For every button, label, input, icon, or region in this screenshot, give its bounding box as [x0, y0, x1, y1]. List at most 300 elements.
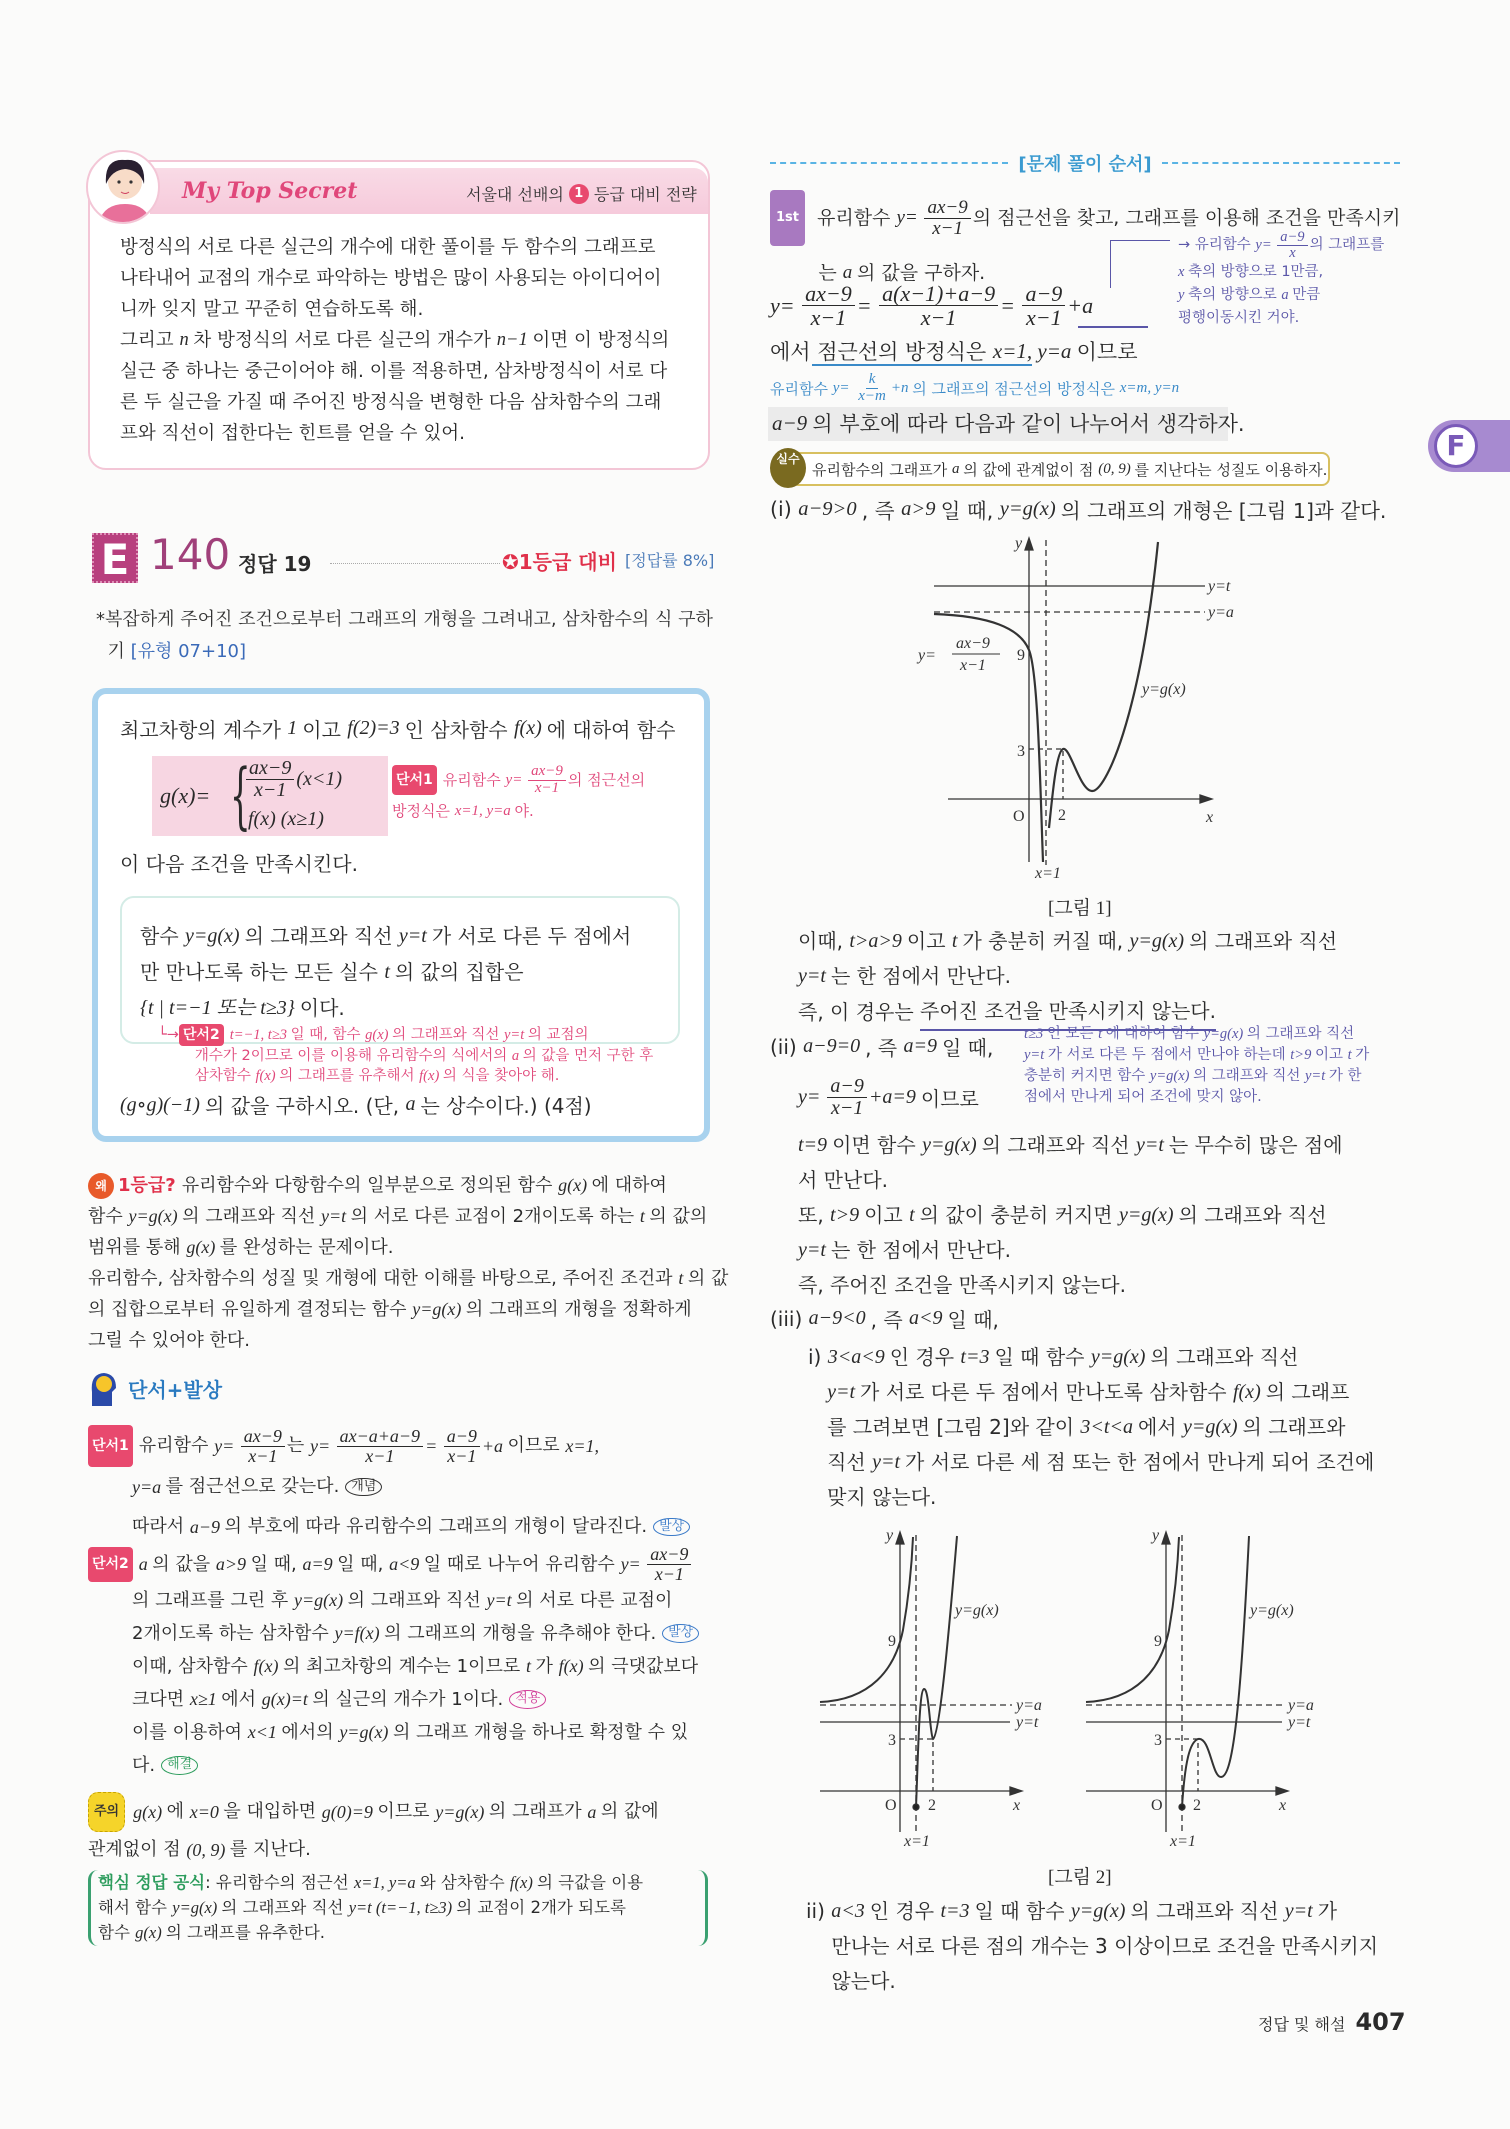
axis-label-x: x: [1013, 1797, 1021, 1814]
math-expr: a−9: [189, 1517, 225, 1537]
text-run: 평행이동시킨 거야.: [1178, 310, 1300, 327]
math-expr: t=−1, t≥3: [229, 1027, 291, 1043]
tick-2: 2: [928, 1797, 936, 1814]
text-line: [88, 1584, 699, 1617]
text-run: 의 그래프와 직선: [1189, 929, 1338, 953]
fraction: [241, 1427, 285, 1466]
text-run: 를 완성하는 문제이다.: [219, 1237, 394, 1258]
case-3-sub-ii: [806, 1894, 1378, 1999]
label-rational-y: y=: [918, 647, 936, 664]
text-run: 이면 이 방정식의: [532, 330, 670, 351]
text-run: 이고: [1314, 1047, 1348, 1063]
math-expr: x=1,: [565, 1436, 604, 1456]
tick-2: 2: [1193, 1797, 1201, 1814]
text-line: [88, 1294, 728, 1325]
denominator: x−1: [248, 1445, 278, 1466]
tick-2: 2: [1058, 807, 1066, 824]
dotted-leader: [330, 563, 500, 564]
text-run: 는: [770, 262, 843, 284]
origin-label: O: [1013, 808, 1025, 825]
case-split-text: [772, 408, 1245, 438]
math-expr: +n: [890, 379, 913, 396]
text-run: 의 그래프와: [1242, 1415, 1346, 1439]
text-line: [88, 1792, 659, 1832]
math-expr: y=: [798, 1086, 826, 1108]
text-run: 의 그래프를: [1309, 237, 1385, 254]
text-line: [120, 418, 669, 449]
denominator: x−1: [920, 305, 957, 331]
math-expr: y=g(x): [185, 925, 245, 947]
math-expr: t: [678, 1268, 688, 1288]
case-2-note: [1024, 1024, 1369, 1108]
clue-badge: 단서1: [392, 765, 437, 795]
text-run: 의 서로 다른 교점이 2개이도록 하는: [350, 1206, 640, 1227]
text-run: 의 부호에 따라 유리함수의 그래프의 개형이 달라진다.: [224, 1516, 648, 1537]
label-y-gx: y=g(x): [1142, 681, 1186, 698]
text-run: 이고: [906, 929, 952, 953]
math-expr: 1: [287, 717, 303, 739]
math-expr: =: [856, 292, 878, 318]
text-run: 의 그래프와 직선: [392, 1027, 504, 1043]
text-line: [798, 1163, 1343, 1198]
text-run: 와 삼차함수: [419, 1873, 510, 1892]
mistake-badge-icon: 실수: [770, 448, 806, 488]
math-expr: y=t: [1284, 1900, 1318, 1922]
text-run: 일 때로 나누어 유리함수: [423, 1553, 621, 1575]
hint-2: [158, 1024, 653, 1086]
math-expr: a: [842, 262, 857, 283]
text-line: [806, 1929, 1378, 1964]
text-run: 이므로: [507, 1435, 566, 1456]
text-run: 직선: [808, 1450, 873, 1474]
math-expr: t=3: [940, 1900, 975, 1922]
tick-3: 3: [1017, 743, 1025, 760]
translation-note: [1178, 230, 1384, 330]
text-run: : 유리함수의 점근선: [205, 1873, 354, 1892]
math-expr: a−9>0: [798, 497, 862, 520]
text-run: 의 식을 찾아야 해.: [442, 1068, 560, 1084]
fraction: [924, 198, 970, 239]
math-expr: x≥1: [189, 1688, 222, 1709]
text-line: [808, 1410, 1374, 1445]
text-run: 그릴 수 있어야 한다.: [88, 1330, 250, 1351]
figure-2-left: [820, 1532, 1022, 1832]
text-run: 는 상수이다.) (4점): [420, 1094, 592, 1118]
math-expr: y=g(x): [922, 1134, 982, 1156]
numerator: ax−9: [924, 198, 970, 219]
text-line: [88, 1683, 699, 1716]
text-run: 만큼: [1292, 287, 1321, 304]
text-run: 프와 직선이 접한다는 힌트를 얻을 수 있어.: [120, 423, 465, 444]
text-line: [770, 372, 1183, 405]
text-line: [120, 1090, 592, 1119]
text-run: 의 점근선을 찾고, 그래프를 이용해 조건을 만족시키: [972, 207, 1401, 229]
numerator: ax−9: [802, 282, 855, 306]
text-run: 의 부호에 따라 다음과 같이 나누어서 생각하자.: [812, 412, 1245, 436]
text-run: 함수: [98, 1923, 136, 1942]
rational-function-equation: [770, 282, 1099, 329]
math-expr: y=t: [503, 1027, 528, 1043]
math-expr: y=g(x): [128, 1206, 183, 1226]
condition-intro: [120, 848, 358, 877]
page-footer: [1258, 2008, 1406, 2036]
numerator: ax−9: [241, 1427, 285, 1447]
text-run: (i): [770, 497, 799, 521]
text-run: 가: [535, 1655, 559, 1677]
text-line: [812, 459, 1327, 480]
fraction: [1022, 282, 1065, 329]
math-expr: f(x): [509, 1873, 537, 1892]
text-run: 를 지난다.: [229, 1839, 311, 1860]
math-expr: y=: [620, 1553, 646, 1574]
text-run: 이때, 삼차함수: [132, 1655, 254, 1677]
mistake-text: [812, 459, 1327, 480]
g-label: g(x)=: [160, 783, 211, 808]
text-line: [808, 1445, 1374, 1480]
problem-number: 140: [150, 530, 231, 579]
text-run: 의 그래프와 직선: [1150, 1345, 1299, 1369]
text-line: [96, 636, 713, 668]
text-run: 의 극값을 이용: [536, 1873, 644, 1892]
math-expr: y=t: [398, 925, 432, 947]
text-run: 만나는 서로 다른 점의 개수는 3 이상이므로 조건을 만족시키지: [806, 1934, 1379, 1958]
my-top-secret-title: My Top Secret: [182, 178, 358, 204]
text-line: [140, 918, 631, 954]
math-expr: y: [1178, 287, 1189, 304]
math-expr: (g∘g)(−1): [120, 1094, 205, 1116]
text-run: 의 그래프와 직선: [981, 1133, 1136, 1157]
case-2-body: [798, 1128, 1343, 1303]
text-line: [808, 1480, 1374, 1515]
text-run: (iii): [770, 1306, 809, 1331]
text-line: [88, 1832, 659, 1868]
text-line: [88, 1545, 699, 1584]
text-run: 의 교점이 2개가 되도록: [456, 1898, 626, 1917]
case-2-equation: [798, 1076, 979, 1119]
text-line: [88, 1467, 690, 1507]
text-run: 의 그래프가: [488, 1801, 588, 1822]
text-run: 않는다.: [806, 1969, 896, 1993]
axis-label-y: y: [1015, 535, 1023, 552]
text-run: 의 값이 충분히 커지면: [919, 1203, 1119, 1227]
text-run: 가: [1355, 1047, 1370, 1063]
math-expr: y=g(x): [339, 1721, 393, 1742]
text-run: i): [808, 1345, 828, 1369]
text-line: [120, 356, 669, 387]
math-expr: f(x): [558, 1655, 589, 1676]
text-line: [88, 1716, 699, 1749]
text-run: 방정식은: [392, 801, 455, 820]
math-expr: {t | t=−1 또는 t≥3}: [140, 997, 300, 1019]
denominator: x−m: [858, 387, 886, 404]
text-run: 인 삼차함수: [404, 718, 514, 742]
text-run: 에서: [221, 1688, 262, 1710]
axis-label-y: y: [1152, 1527, 1160, 1544]
case-3: [770, 1304, 999, 1333]
math-expr: x=0: [189, 1802, 224, 1822]
text-run: 의 값을 구하자.: [856, 262, 986, 284]
text-run: 일 때,: [337, 1553, 390, 1575]
math-expr: t: [384, 961, 395, 983]
text-run: 의 그래프와 직선: [1193, 1068, 1305, 1084]
text-line: [120, 325, 669, 356]
text-run: 유리함수와 다항함수의 일부분으로 정의된 함수: [181, 1175, 559, 1196]
math-expr: y=a: [132, 1477, 166, 1497]
my-top-secret-subtitle: [466, 182, 697, 205]
problem-subtitle: [96, 604, 713, 668]
text-run: 를 지난다는 성질도 이용하자.: [1134, 461, 1328, 479]
text-run: 만 만나도록 하는 모든 실수: [140, 960, 385, 984]
math-expr: y=g(x): [172, 1898, 222, 1917]
text-line: [88, 1201, 728, 1232]
text-run: 방정식의 서로 다른 실근의 개수에 대한 풀이를 두 함수의 그래프로: [120, 237, 656, 258]
text-run: 일 때 함수: [994, 1345, 1091, 1369]
text-line: [120, 263, 669, 294]
text-run: 의 그래프의 개형을 유추해야 한다.: [384, 1622, 657, 1644]
text-line: [158, 1066, 653, 1086]
text-line: [98, 1870, 643, 1895]
text-line: [120, 294, 669, 325]
text-run: 함수: [140, 924, 185, 948]
math-expr: a>9: [901, 497, 941, 520]
text-run: 일 때 함수: [974, 1899, 1071, 1923]
text-line: [120, 232, 669, 263]
grade-one-icon: 1: [569, 184, 589, 204]
text-run: 서 만난다.: [798, 1168, 888, 1192]
math-expr: g(x): [135, 1923, 166, 1942]
math-expr: a: [405, 1093, 421, 1115]
text-line: [392, 764, 645, 797]
math-expr: (0, 9): [1098, 461, 1135, 477]
brace-icon: {: [230, 753, 251, 837]
text-run: 의 점근선의: [567, 771, 646, 790]
math-expr: x=1, y=a: [992, 338, 1077, 363]
caution-badge: 주의: [88, 1792, 125, 1832]
text-run: 의 그래프의 개형은 [그림 1]과 같다.: [1060, 499, 1387, 523]
my-top-secret-text: [120, 232, 669, 449]
text-line: [770, 1304, 999, 1333]
math-expr: a: [1281, 287, 1293, 304]
text-run: 의 그래프와 직선: [1246, 1026, 1355, 1042]
text-line: [798, 1233, 1343, 1268]
clue-heading: [88, 1370, 222, 1406]
why-heading: 1등급?: [118, 1175, 176, 1196]
text-line: [88, 1507, 690, 1547]
step-tag: 발상: [653, 1518, 690, 1537]
text-run: 실근 중 하나는 중근이어야 해. 이를 적용하면, 삼차방정식이 서로 다: [120, 361, 668, 382]
fraction: [647, 1545, 691, 1584]
text-run: 에 대하여 함수: [546, 718, 676, 742]
math-expr: y=: [896, 207, 923, 228]
math-expr: g(x)=t: [261, 1688, 313, 1709]
text-line: [808, 1375, 1374, 1410]
math-expr: y=t: [872, 1451, 906, 1473]
clue-badge: 단서2: [179, 1024, 224, 1046]
math-expr: t≥3: [1024, 1026, 1047, 1042]
math-expr: y=t (t=−1, t≥3): [348, 1898, 457, 1917]
text-line: [770, 336, 1137, 366]
clue-badge: 단서2: [88, 1547, 133, 1582]
text-line: [1024, 1045, 1369, 1066]
text-run: 관계없이 점: [88, 1839, 187, 1860]
text-run: 가: [1317, 1899, 1338, 1923]
label-x-1: x=1: [1170, 1833, 1196, 1850]
text-run: 가 서로 다른 두 점에서 만나야 하는데: [1047, 1047, 1291, 1063]
text-line: [392, 797, 645, 825]
clue-2: [88, 1545, 699, 1782]
fraction: [528, 764, 566, 797]
text-run: 일 때,: [250, 1553, 303, 1575]
text-run: 해서 함수: [98, 1898, 173, 1917]
figure-1-graph: [900, 520, 1240, 890]
math-expr: a: [587, 1802, 601, 1822]
solution-steps-title: [문제 풀이 순서]: [1018, 154, 1152, 175]
divider: [770, 162, 1008, 164]
text-run: 크다면: [132, 1688, 190, 1710]
math-expr: y=: [505, 772, 527, 789]
text-line: [1024, 1087, 1369, 1108]
asymptote-note: [770, 372, 1183, 405]
math-expr: y=g(x): [435, 1802, 489, 1822]
text-run: 을 대입하면: [223, 1801, 322, 1822]
g-case-2: [248, 808, 329, 831]
case-3-sub-i: [808, 1340, 1374, 1515]
math-expr: n: [179, 330, 194, 350]
numerator: ax−9: [246, 758, 294, 780]
chapter-tab-f[interactable]: [1428, 420, 1510, 472]
text-run: 이 다음 조건을 만족시킨다.: [120, 852, 358, 876]
text-run: 이고: [864, 1203, 910, 1227]
divider: [1162, 162, 1400, 164]
math-expr: a=9: [903, 1035, 942, 1057]
numerator: ax−9: [528, 764, 566, 781]
text-line: [120, 387, 669, 418]
text-run: 의 값: [687, 1268, 729, 1289]
math-expr: y=g(x): [1203, 1026, 1247, 1042]
subtitle-suffix: 등급 대비 전략: [593, 185, 697, 204]
text-run: 의 값을 구하시오. (단,: [204, 1094, 406, 1118]
text-run: 인 경우: [889, 1345, 961, 1369]
text-line: [772, 408, 1245, 438]
why-first-grade-section: [88, 1170, 728, 1356]
text-run: 의 값의 집합은: [394, 960, 524, 984]
text-run: 유리함수: [442, 771, 506, 790]
text-run: 최고차항의 계수가: [120, 718, 288, 742]
underline: [812, 364, 1032, 366]
text-run: 맞지 않는다.: [808, 1485, 937, 1509]
math-expr: y=g(x): [1070, 1900, 1131, 1922]
text-run: 범위를 통해: [88, 1237, 187, 1258]
math-expr: 3<a<9: [827, 1346, 890, 1368]
text-line: [1024, 1024, 1369, 1045]
text-run: 이때,: [798, 929, 850, 953]
text-run: 가 서로 다른 두 점에서 만나도록 삼차함수: [860, 1380, 1233, 1404]
math-expr: y=: [832, 379, 854, 396]
math-expr: g(x): [133, 1802, 167, 1822]
math-expr: x<1: [247, 1721, 282, 1742]
tick-3: 3: [888, 1732, 896, 1749]
math-expr: n−1: [496, 330, 533, 350]
text-run: , 즉: [865, 1036, 904, 1060]
math-expr: f(x): [253, 1655, 283, 1676]
text-run: 의 극댓값보다: [588, 1655, 699, 1677]
math-expr: y=: [1255, 237, 1276, 254]
numerator: a−9: [1277, 230, 1307, 246]
math-expr: y=g(x): [294, 1589, 348, 1610]
text-run: 가 서로 다른 두 점에서: [431, 924, 632, 948]
math-expr: t>9: [1290, 1047, 1315, 1063]
text-run: 유리함수: [138, 1435, 215, 1456]
math-expr: t>a>9: [849, 930, 907, 952]
math-expr: y=g(x): [412, 1299, 466, 1319]
text-run: 기: [96, 641, 131, 662]
text-line: [96, 604, 713, 636]
text-run: 의 그래프 개형을 하나로 확정할 수 있: [392, 1721, 689, 1743]
step-tag: 개념: [345, 1478, 382, 1497]
text-line: [1178, 284, 1384, 307]
math-expr: a: [951, 461, 964, 477]
math-expr: f(2)=3: [347, 717, 405, 739]
numerator: a−9: [827, 1076, 867, 1098]
text-run: 이다.: [299, 996, 345, 1020]
numerator: a−9: [444, 1427, 480, 1447]
text-line: [140, 954, 631, 990]
condition-text: [140, 918, 631, 1026]
math-expr: y=t: [486, 1589, 517, 1610]
math-expr: +a: [1067, 292, 1099, 318]
axis-label-x: x: [1206, 809, 1214, 826]
text-line: [798, 1198, 1343, 1233]
math-expr: y=g(x): [999, 497, 1061, 520]
text-run: → 유리함수: [1178, 237, 1256, 254]
label-x-1: x=1: [904, 1833, 930, 1850]
math-expr: y=g(x): [1129, 930, 1190, 952]
text-run: 충분히 커지면 함수: [1024, 1068, 1150, 1084]
text-run: 에: [166, 1801, 190, 1822]
text-run: 의 값을: [152, 1553, 216, 1575]
math-expr: y=t: [1304, 1068, 1329, 1084]
asymptote-line: [770, 336, 1137, 366]
math-expr: a−9: [772, 410, 813, 435]
text-run: 점에서 만나게 되어 조건에 맞지 않아.: [1024, 1089, 1262, 1105]
text-run: 의 그래프와 직선: [182, 1206, 322, 1227]
figure-2-right: [1086, 1532, 1288, 1832]
math-expr: t: [639, 1206, 650, 1226]
figure-2-caption: [그림 2]: [1048, 1867, 1112, 1888]
text-line: [88, 1325, 728, 1356]
text-line: [770, 282, 1099, 329]
text-line: [140, 990, 631, 1026]
text-run: 일 때, 함수: [290, 1027, 366, 1043]
text-line: [1178, 230, 1384, 261]
text-line: [88, 1170, 728, 1201]
text-run: 를 그려보면 [그림 2]와 같이: [808, 1415, 1081, 1439]
correct-rate: [정답률 8%]: [625, 551, 715, 570]
math-expr: a<9: [909, 1307, 948, 1329]
step-tag: 발상: [662, 1624, 699, 1643]
text-run: 의 그래프와 직선: [1130, 1899, 1285, 1923]
fraction: [1277, 230, 1307, 261]
math-expr: x=m, y=n: [1119, 379, 1183, 396]
math-expr: y=t: [321, 1206, 351, 1226]
text-line: [1178, 307, 1384, 330]
text-run: 이를 이용하여: [132, 1721, 248, 1743]
denominator: x: [1289, 245, 1296, 262]
math-expr: f(x) (x≥1): [248, 808, 329, 830]
text-run: (ii): [770, 1034, 804, 1059]
text-run: 의 그래프와 직선: [244, 924, 399, 948]
figure-1-caption: [그림 1]: [1048, 898, 1112, 919]
